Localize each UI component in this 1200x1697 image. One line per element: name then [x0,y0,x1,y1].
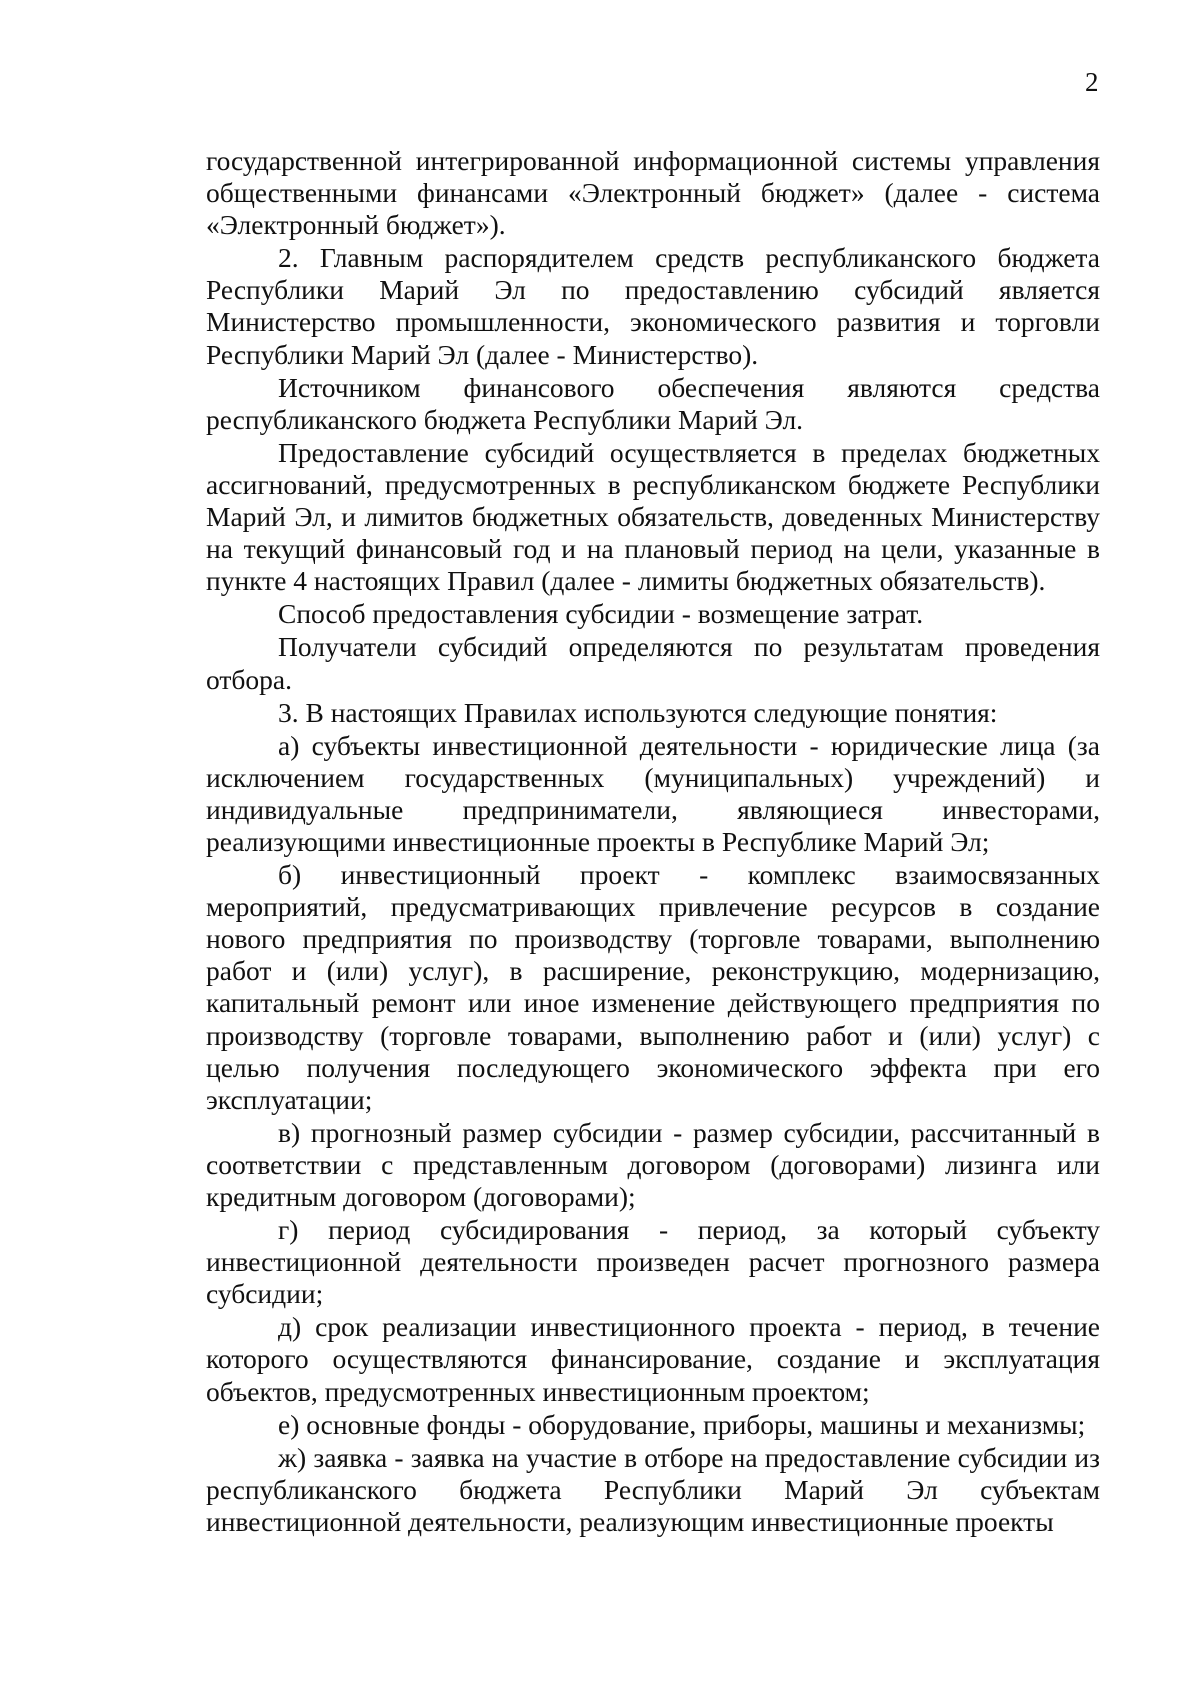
definition-v: в) прогнозный размер субсидии - размер субсидии, рассчитанный в соответствии с представленным договором (договорами) лизинга или кредитным договором (договорами); [206,1116,1100,1212]
paragraph-continuation: государственной интегрированной информационной системы управления общественными финансами «Электронный бюджет» (далее - система «Электронный бюджет»). [206,145,1100,241]
definition-a: а) субъекты инвестиционной деятельности - юридические лица (за исключением государственных (муниципальных) учреждений) и индивидуальные предприниматели, являющиеся инвесторами, реализующими инвестиционные проекты в Республике Марий Эл; [206,729,1100,857]
paragraph-item-2: 2. Главным распорядителем средств республиканского бюджета Республики Марий Эл по предоставлению субсидий является Министерство промышленности, экономического развития и торговли Республики Марий Эл (далее - Министерство). [206,242,1100,370]
page-number: 2 [1085,67,1099,97]
definition-e: е) основные фонды - оборудование, приборы, машины и механизмы; [278,1408,1086,1440]
definition-d: д) срок реализации инвестиционного проекта - период, в течение которого осуществляются финансирование, создание и эксплуатация объектов, предусмотренных инвестиционным проектом; [206,1311,1100,1407]
paragraph-recipients: Получатели субсидий определяются по результатам проведения отбора. [206,631,1100,695]
paragraph-funding-source: Источником финансового обеспечения являются средства республиканского бюджета Республики Марий Эл. [206,371,1100,435]
definition-zh: ж) заявка - заявка на участие в отборе на предоставление субсидии из республиканского бюджета Республики Марий Эл субъектам инвестиционной деятельности, реализующим инвестиционные проекты [206,1441,1100,1537]
paragraph-item-3: 3. В настоящих Правилах используются следующие понятия: [278,696,998,728]
definition-g: г) период субсидирования - период, за который субъекту инвестиционной деятельности произведен расчет прогнозного размера субсидии; [206,1214,1100,1310]
definition-b: б) инвестиционный проект - комплекс взаимосвязанных мероприятий, предусматривающих привлечение ресурсов в создание нового предприятия по производству (торговле товарами, выполнению работ и (или) услуг), в расширение, реконструкцию, модернизацию, капитальный ремонт или иное изменение действующего предприятия по производству (торговле товарами, выполнению работ и (или) услуг) с целью получения последующего экономического эффекта при его эксплуатации; [206,859,1100,1115]
paragraph-budget-limits: Предоставление субсидий осуществляется в пределах бюджетных ассигнований, предусмотренных в республиканском бюджете Республики Марий Эл, и лимитов бюджетных обязательств, доведенных Министерству на текущий финансовый год и на плановый период на цели, указанные в пункте 4 настоящих Правил (далее - лимиты бюджетных обязательств). [206,436,1100,597]
document-body [206,145,1100,1538]
paragraph-method: Способ предоставления субсидии - возмещение затрат. [278,598,924,630]
